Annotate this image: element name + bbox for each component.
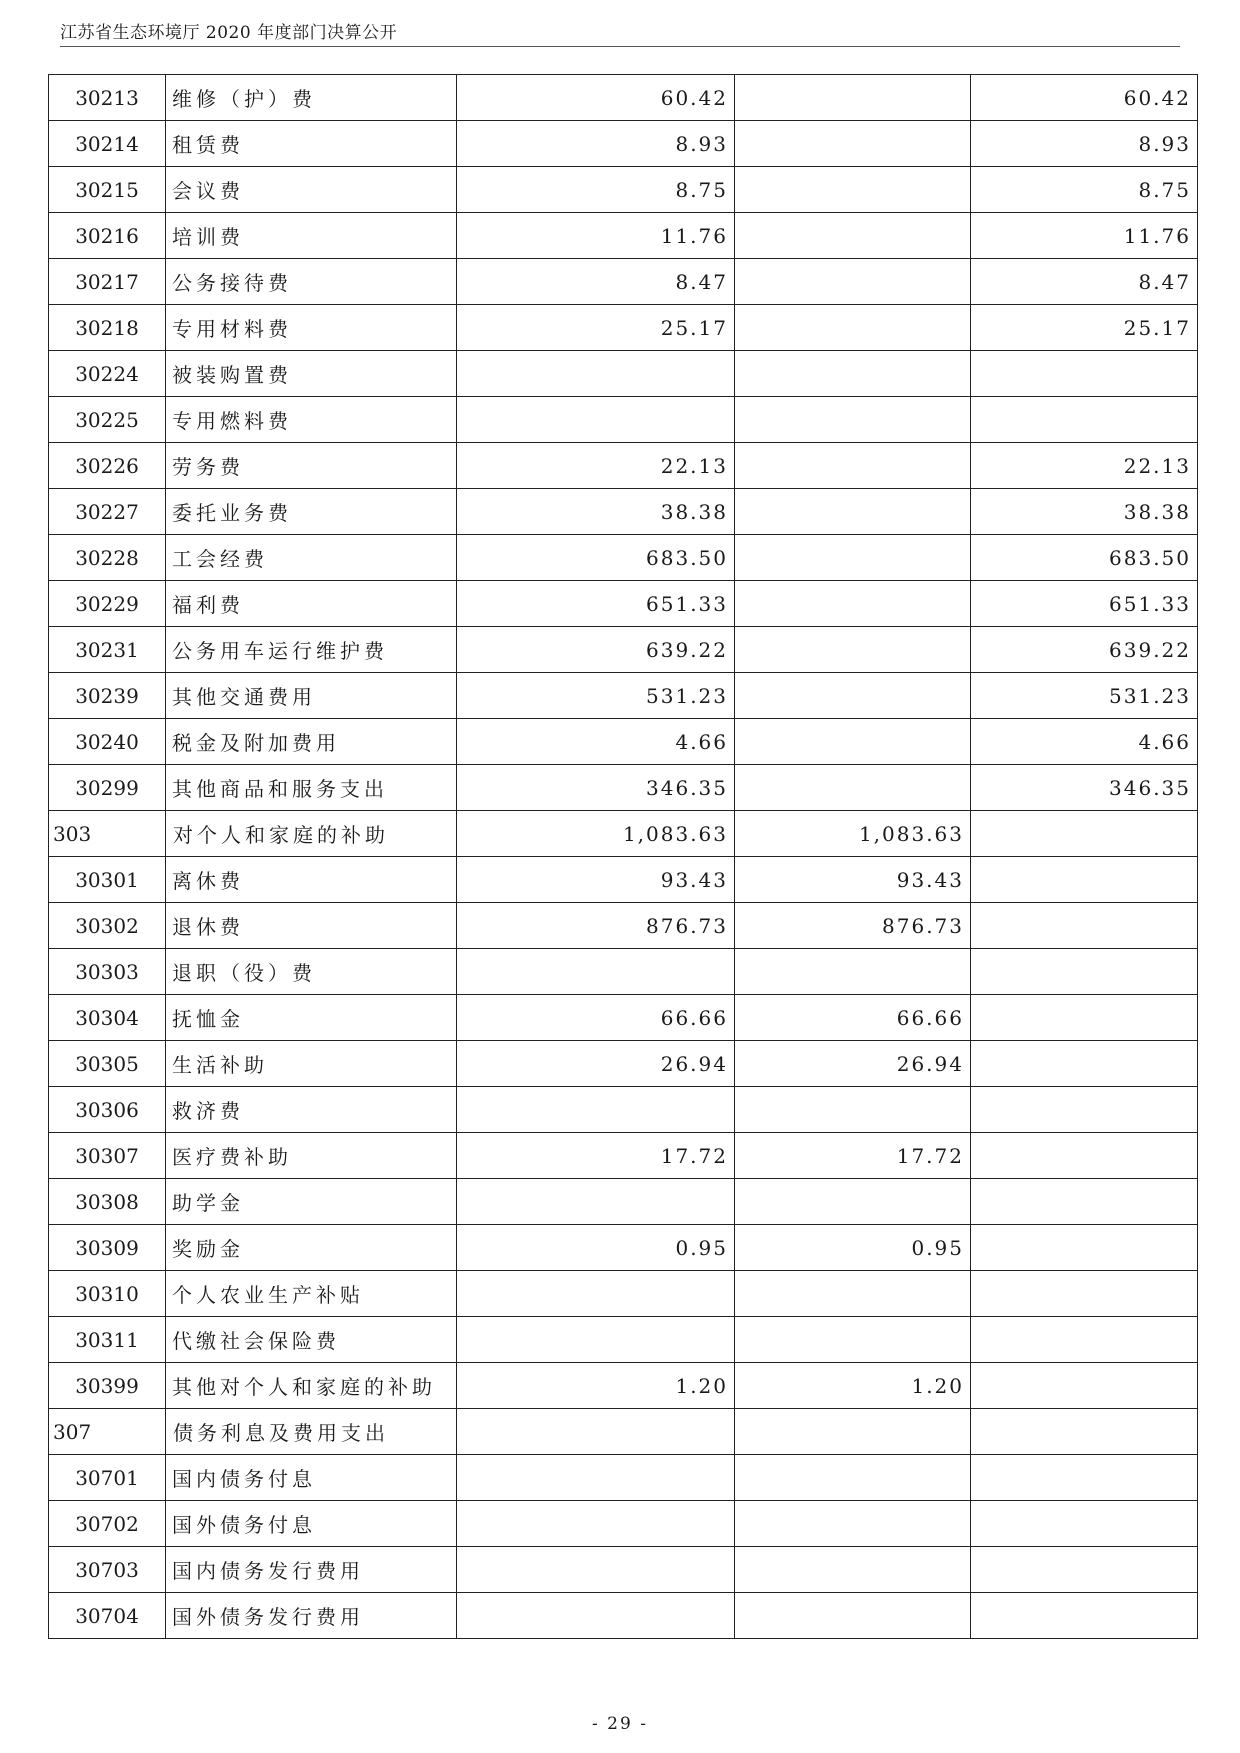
- project-expenditure-cell: 4.66: [971, 719, 1198, 765]
- table-row: [49, 121, 1198, 167]
- item-code-cell: 30310: [49, 1271, 166, 1317]
- total-amount-cell: [457, 397, 735, 443]
- total-amount-cell: 66.66: [457, 995, 735, 1041]
- total-amount-cell: [457, 949, 735, 995]
- basic-expenditure-cell: [735, 1593, 971, 1639]
- item-name-cell: 债务利息及费用支出: [166, 1409, 457, 1455]
- item-name-cell: 退休费: [166, 903, 457, 949]
- basic-expenditure-cell: 0.95: [735, 1225, 971, 1271]
- basic-expenditure-cell: [735, 167, 971, 213]
- table-row: [49, 305, 1198, 351]
- header-divider: [60, 46, 1180, 47]
- item-name-cell: 专用材料费: [166, 305, 457, 351]
- basic-expenditure-cell: [735, 1455, 971, 1501]
- expenditure-table: [48, 74, 1198, 1639]
- total-amount-cell: 683.50: [457, 535, 735, 581]
- project-expenditure-cell: [971, 1363, 1198, 1409]
- item-name-cell: 国外债务付息: [166, 1501, 457, 1547]
- project-expenditure-cell: [971, 1225, 1198, 1271]
- item-name-cell: 代缴社会保险费: [166, 1317, 457, 1363]
- item-code-cell: 30227: [49, 489, 166, 535]
- project-expenditure-cell: [971, 351, 1198, 397]
- item-name-cell: 公务用车运行维护费: [166, 627, 457, 673]
- table-row: [49, 1179, 1198, 1225]
- item-code-cell: 30213: [49, 75, 166, 121]
- total-amount-cell: 0.95: [457, 1225, 735, 1271]
- item-name-cell: 税金及附加费用: [166, 719, 457, 765]
- project-expenditure-cell: 531.23: [971, 673, 1198, 719]
- item-name-cell: 助学金: [166, 1179, 457, 1225]
- basic-expenditure-cell: [735, 397, 971, 443]
- total-amount-cell: [457, 1179, 735, 1225]
- table-row: [49, 1271, 1198, 1317]
- project-expenditure-cell: 22.13: [971, 443, 1198, 489]
- basic-expenditure-cell: [735, 1179, 971, 1225]
- project-expenditure-cell: [971, 1271, 1198, 1317]
- basic-expenditure-cell: [735, 949, 971, 995]
- project-expenditure-cell: 8.75: [971, 167, 1198, 213]
- table-row: [49, 1363, 1198, 1409]
- total-amount-cell: 1,083.63: [457, 811, 735, 857]
- project-expenditure-cell: [971, 1455, 1198, 1501]
- total-amount-cell: 346.35: [457, 765, 735, 811]
- total-amount-cell: [457, 1271, 735, 1317]
- item-name-cell: 离休费: [166, 857, 457, 903]
- item-name-cell: 其他交通费用: [166, 673, 457, 719]
- table-row: [49, 1593, 1198, 1639]
- table-row: [49, 1317, 1198, 1363]
- total-amount-cell: [457, 1455, 735, 1501]
- total-amount-cell: [457, 1409, 735, 1455]
- item-code-cell: 30228: [49, 535, 166, 581]
- project-expenditure-cell: [971, 1317, 1198, 1363]
- project-expenditure-cell: [971, 1409, 1198, 1455]
- item-code-cell: 303: [49, 811, 166, 857]
- project-expenditure-cell: [971, 903, 1198, 949]
- item-name-cell: 维修（护）费: [166, 75, 457, 121]
- basic-expenditure-cell: [735, 75, 971, 121]
- project-expenditure-cell: 651.33: [971, 581, 1198, 627]
- table-row: [49, 535, 1198, 581]
- item-name-cell: 退职（役）费: [166, 949, 457, 995]
- table-row: [49, 1041, 1198, 1087]
- table-body: [49, 75, 1198, 1639]
- table-row: [49, 259, 1198, 305]
- project-expenditure-cell: [971, 949, 1198, 995]
- total-amount-cell: 17.72: [457, 1133, 735, 1179]
- item-name-cell: 个人农业生产补贴: [166, 1271, 457, 1317]
- basic-expenditure-cell: 876.73: [735, 903, 971, 949]
- basic-expenditure-cell: [735, 1271, 971, 1317]
- project-expenditure-cell: [971, 1501, 1198, 1547]
- item-name-cell: 福利费: [166, 581, 457, 627]
- table-row: [49, 1409, 1198, 1455]
- item-code-cell: 30299: [49, 765, 166, 811]
- basic-expenditure-cell: [735, 673, 971, 719]
- item-name-cell: 公务接待费: [166, 259, 457, 305]
- basic-expenditure-cell: [735, 535, 971, 581]
- item-name-cell: 奖励金: [166, 1225, 457, 1271]
- table-row: [49, 443, 1198, 489]
- total-amount-cell: [457, 1547, 735, 1593]
- item-code-cell: 30308: [49, 1179, 166, 1225]
- item-code-cell: 30306: [49, 1087, 166, 1133]
- item-code-cell: 30302: [49, 903, 166, 949]
- page-number: - 29 -: [592, 1714, 648, 1734]
- item-name-cell: 工会经费: [166, 535, 457, 581]
- item-name-cell: 医疗费补助: [166, 1133, 457, 1179]
- basic-expenditure-cell: 93.43: [735, 857, 971, 903]
- basic-expenditure-cell: [735, 351, 971, 397]
- item-name-cell: 生活补助: [166, 1041, 457, 1087]
- project-expenditure-cell: 639.22: [971, 627, 1198, 673]
- item-code-cell: 30301: [49, 857, 166, 903]
- basic-expenditure-cell: 17.72: [735, 1133, 971, 1179]
- total-amount-cell: 4.66: [457, 719, 735, 765]
- table-row: [49, 673, 1198, 719]
- basic-expenditure-cell: 66.66: [735, 995, 971, 1041]
- item-code-cell: 30225: [49, 397, 166, 443]
- basic-expenditure-cell: [735, 1409, 971, 1455]
- total-amount-cell: 38.38: [457, 489, 735, 535]
- table-row: [49, 719, 1198, 765]
- item-name-cell: 被装购置费: [166, 351, 457, 397]
- total-amount-cell: [457, 1087, 735, 1133]
- total-amount-cell: 639.22: [457, 627, 735, 673]
- item-name-cell: 其他对个人和家庭的补助: [166, 1363, 457, 1409]
- total-amount-cell: 531.23: [457, 673, 735, 719]
- item-code-cell: 307: [49, 1409, 166, 1455]
- project-expenditure-cell: 60.42: [971, 75, 1198, 121]
- total-amount-cell: 876.73: [457, 903, 735, 949]
- total-amount-cell: 60.42: [457, 75, 735, 121]
- basic-expenditure-cell: [735, 1501, 971, 1547]
- total-amount-cell: 8.75: [457, 167, 735, 213]
- basic-expenditure-cell: [735, 305, 971, 351]
- item-code-cell: 30311: [49, 1317, 166, 1363]
- item-code-cell: 30216: [49, 213, 166, 259]
- item-code-cell: 30704: [49, 1593, 166, 1639]
- total-amount-cell: 8.47: [457, 259, 735, 305]
- basic-expenditure-cell: 26.94: [735, 1041, 971, 1087]
- basic-expenditure-cell: [735, 489, 971, 535]
- table-row: [49, 581, 1198, 627]
- table-row: [49, 1087, 1198, 1133]
- item-name-cell: 救济费: [166, 1087, 457, 1133]
- project-expenditure-cell: [971, 1593, 1198, 1639]
- total-amount-cell: [457, 1317, 735, 1363]
- table-row: [49, 903, 1198, 949]
- item-code-cell: 30702: [49, 1501, 166, 1547]
- item-code-cell: 30239: [49, 673, 166, 719]
- table-row: [49, 949, 1198, 995]
- table-row: [49, 811, 1198, 857]
- project-expenditure-cell: [971, 995, 1198, 1041]
- total-amount-cell: 22.13: [457, 443, 735, 489]
- item-name-cell: 培训费: [166, 213, 457, 259]
- total-amount-cell: [457, 351, 735, 397]
- table-row: [49, 397, 1198, 443]
- item-code-cell: 30703: [49, 1547, 166, 1593]
- item-name-cell: 劳务费: [166, 443, 457, 489]
- item-code-cell: 30226: [49, 443, 166, 489]
- basic-expenditure-cell: [735, 719, 971, 765]
- item-name-cell: 国外债务发行费用: [166, 1593, 457, 1639]
- total-amount-cell: 651.33: [457, 581, 735, 627]
- item-name-cell: 国内债务发行费用: [166, 1547, 457, 1593]
- item-name-cell: 专用燃料费: [166, 397, 457, 443]
- item-code-cell: 30304: [49, 995, 166, 1041]
- total-amount-cell: 1.20: [457, 1363, 735, 1409]
- table-row: [49, 213, 1198, 259]
- project-expenditure-cell: 11.76: [971, 213, 1198, 259]
- table-row: [49, 857, 1198, 903]
- project-expenditure-cell: [971, 1087, 1198, 1133]
- item-code-cell: 30307: [49, 1133, 166, 1179]
- basic-expenditure-cell: [735, 1087, 971, 1133]
- basic-expenditure-cell: [735, 259, 971, 305]
- project-expenditure-cell: [971, 1547, 1198, 1593]
- project-expenditure-cell: [971, 1179, 1198, 1225]
- total-amount-cell: 11.76: [457, 213, 735, 259]
- basic-expenditure-cell: [735, 443, 971, 489]
- total-amount-cell: 25.17: [457, 305, 735, 351]
- project-expenditure-cell: [971, 1041, 1198, 1087]
- project-expenditure-cell: 8.47: [971, 259, 1198, 305]
- item-name-cell: 租赁费: [166, 121, 457, 167]
- project-expenditure-cell: 38.38: [971, 489, 1198, 535]
- basic-expenditure-cell: [735, 1547, 971, 1593]
- page-header-title: 江苏省生态环境厅 2020 年度部门决算公开: [60, 23, 398, 43]
- basic-expenditure-cell: [735, 1317, 971, 1363]
- basic-expenditure-cell: [735, 581, 971, 627]
- basic-expenditure-cell: [735, 627, 971, 673]
- table-row: [49, 489, 1198, 535]
- basic-expenditure-cell: [735, 213, 971, 259]
- project-expenditure-cell: [971, 811, 1198, 857]
- total-amount-cell: [457, 1501, 735, 1547]
- project-expenditure-cell: [971, 397, 1198, 443]
- table-row: [49, 1133, 1198, 1179]
- item-code-cell: 30701: [49, 1455, 166, 1501]
- item-name-cell: 抚恤金: [166, 995, 457, 1041]
- project-expenditure-cell: 8.93: [971, 121, 1198, 167]
- total-amount-cell: 93.43: [457, 857, 735, 903]
- project-expenditure-cell: 346.35: [971, 765, 1198, 811]
- basic-expenditure-cell: [735, 765, 971, 811]
- table-row: [49, 1455, 1198, 1501]
- table-row: [49, 167, 1198, 213]
- table-row: [49, 995, 1198, 1041]
- table-row: [49, 1225, 1198, 1271]
- item-name-cell: 其他商品和服务支出: [166, 765, 457, 811]
- item-code-cell: 30214: [49, 121, 166, 167]
- table-row: [49, 351, 1198, 397]
- table-row: [49, 765, 1198, 811]
- project-expenditure-cell: [971, 1133, 1198, 1179]
- project-expenditure-cell: 683.50: [971, 535, 1198, 581]
- project-expenditure-cell: 25.17: [971, 305, 1198, 351]
- item-code-cell: 30240: [49, 719, 166, 765]
- basic-expenditure-cell: 1,083.63: [735, 811, 971, 857]
- table-row: [49, 1501, 1198, 1547]
- project-expenditure-cell: [971, 857, 1198, 903]
- item-code-cell: 30217: [49, 259, 166, 305]
- item-code-cell: 30224: [49, 351, 166, 397]
- total-amount-cell: 8.93: [457, 121, 735, 167]
- item-code-cell: 30303: [49, 949, 166, 995]
- basic-expenditure-cell: [735, 121, 971, 167]
- item-code-cell: 30231: [49, 627, 166, 673]
- item-name-cell: 对个人和家庭的补助: [166, 811, 457, 857]
- table-row: [49, 627, 1198, 673]
- item-code-cell: 30309: [49, 1225, 166, 1271]
- item-code-cell: 30399: [49, 1363, 166, 1409]
- table-row: [49, 1547, 1198, 1593]
- total-amount-cell: [457, 1593, 735, 1639]
- item-name-cell: 国内债务付息: [166, 1455, 457, 1501]
- table-row: [49, 75, 1198, 121]
- basic-expenditure-cell: 1.20: [735, 1363, 971, 1409]
- item-name-cell: 委托业务费: [166, 489, 457, 535]
- total-amount-cell: 26.94: [457, 1041, 735, 1087]
- item-code-cell: 30218: [49, 305, 166, 351]
- item-name-cell: 会议费: [166, 167, 457, 213]
- item-code-cell: 30215: [49, 167, 166, 213]
- item-code-cell: 30229: [49, 581, 166, 627]
- item-code-cell: 30305: [49, 1041, 166, 1087]
